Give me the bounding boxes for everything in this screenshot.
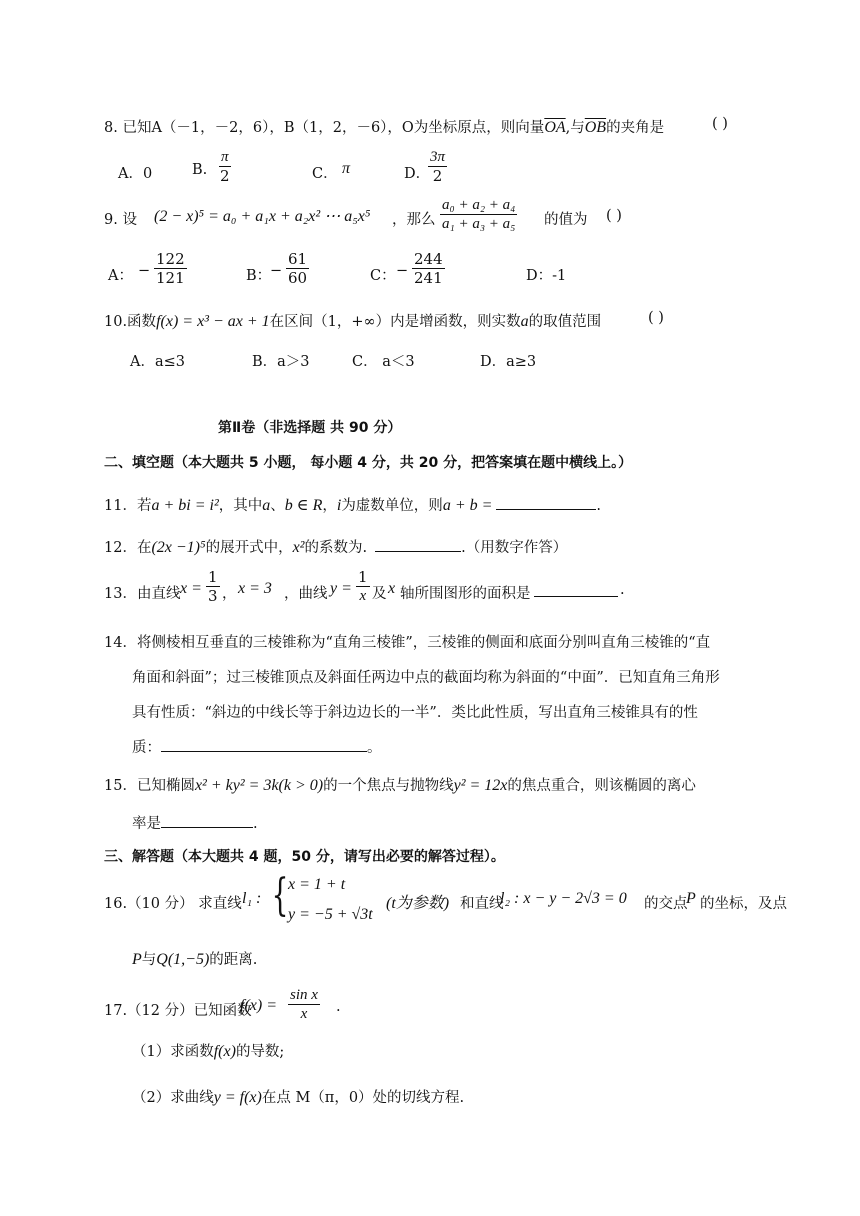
q13-f1-den: 3 [208,587,218,605]
q14-line4-label: 质： [132,740,161,756]
q9-expression: (2 − x)⁵ = a₀ + a₁x + a₂x² ⋯ a₅x⁵ [154,208,371,225]
q9-options [108,250,708,296]
q16-line2-p: P [132,951,142,968]
q17-fraction [288,986,320,1023]
q12-answer-blank[interactable] [375,537,461,552]
q14-line-4 [132,736,382,757]
question-9 [104,196,744,242]
q11-expr4: i [336,497,342,514]
q13-f1-num: 1 [208,568,218,586]
q14-answer-blank[interactable] [161,737,367,752]
q16-line2-with: 与 [141,952,157,968]
q9-b-sign: − [270,263,283,279]
q10-option-d: D．a≥3 [480,354,537,370]
q8-option-b [218,148,232,185]
q9-fraction [440,196,517,233]
q9-option-d: D：-1 [526,268,567,284]
q9-b-den: 60 [288,269,308,287]
q8-stem: 8. 已知A（－1，－2，6），B（1，2，－6），O为坐标原点，则向量 [104,120,545,136]
q17-stem: 17.（12 分）已知函数 [104,1003,252,1019]
q11-stem-b: ，其中 [218,498,263,514]
q16-line-l1: l₁ : [242,890,262,907]
question-13 [104,568,724,614]
q17-sub1-end: 的导数; [235,1044,285,1060]
q13-f2-den: x [359,588,367,604]
q17-sub2-text: （2）求曲线 [132,1090,214,1106]
q9-b-num: 61 [288,250,308,268]
q11-stem-d: ， [322,498,337,514]
q15-stem-c: 的焦点重合，则该椭圆的离心 [507,778,696,794]
q11-expr1: a + bi = i² [151,497,219,514]
q15-expr2: y² = 12x [453,777,508,794]
q9-option-c-label: C： [370,268,396,284]
q8-stem-end: 的夹角是 [606,120,665,136]
q10-stem-b: 在区间（1，+∞）内是增函数，则实数 [269,314,521,330]
q16-stem-c: 的交点 [644,896,688,912]
q9-a-sign: − [138,263,151,279]
q11-expr2: a [262,497,271,514]
q16-line-2 [132,948,257,969]
q10-expression: f(x) = x³ − ax + 1 [156,313,270,330]
q13-stem-c: ，曲线 [284,586,328,602]
q8-option-c-label: C． [312,166,338,182]
q10-stem-c: 的取值范围 [528,314,602,330]
section2-heading: 二、填空题（本大题共 5 小题， 每小题 4 分，共 20 分，把答案填在题中横线上。） [104,455,633,471]
q11-answer-blank[interactable] [496,495,596,510]
q17-frac-den: x [300,1006,308,1022]
q8-sep: ,与 [565,120,585,136]
q8-option-a: A．0 [118,166,153,182]
q14-line-2: 角面和斜面”；过三棱锥顶点及斜面任两边中点的截面均称为斜面的“中面”．已知直角三角形 [132,670,720,686]
q12-expr2: x² [292,539,305,556]
q8-b-num: π [221,149,229,165]
q9-c-den: 241 [414,269,443,287]
q13-fraction-1 [206,568,220,605]
q9-option-c [412,250,445,287]
q16-eq-y: y = −5 + √3t [288,906,373,923]
question-10 [104,310,601,331]
q13-answer-blank[interactable] [534,582,618,597]
q10-var: a [520,313,529,330]
q14-end: 。 [367,740,382,756]
q15-expr1: x² + ky² = 3k(k > 0) [194,777,324,794]
q17-frac-num: sin x [290,987,318,1003]
section3-heading: 三、解答题（本大题共 4 题，50 分，请写出必要的解答过程）。 [104,849,505,865]
question-16 [104,870,787,934]
q17-end: . [336,999,341,1015]
q11-stem-c: 、 [270,498,285,514]
q15-stem: 15．已知椭圆 [104,778,195,794]
q9-stem-b: ，那么 [392,212,436,228]
q12-stem-b: 的展开式中， [205,540,293,556]
q8-option-d [428,148,447,185]
q16-line-l2: l₂ : x − y − 2√3 = 0 [500,890,627,907]
q13-stem: 13．由直线 [104,586,181,602]
q15-answer-blank[interactable] [161,813,253,828]
q10-option-a: A．a≤3 [130,354,185,370]
q17-sub-2 [132,1086,464,1107]
question-12 [104,536,567,557]
q9-stem-c: 的值为 [544,212,588,228]
q9-option-a-label: A： [108,268,133,284]
q15-stem-b: 的一个焦点与抛物线 [323,778,454,794]
q8-b-den: 2 [220,167,230,185]
q14-line-3: 具有性质：“斜边的中线长等于斜边边长的一半”．类比此性质，写出直角三棱锥具有的性 [132,705,698,721]
q13-stem-b: ， [222,586,237,602]
q13-expr3: y = [330,580,352,597]
vector-oa: $\overline{OA}$ [544,119,566,136]
q10-answer-paren: ( ) [648,310,664,326]
question-17 [104,986,404,1032]
q9-a-den: 121 [156,269,185,287]
q8-option-c: π [342,160,351,177]
q12-end: .（用数字作答） [461,540,568,556]
q12-expr1: (2x −1)⁵ [151,539,206,556]
q9-frac-den: a₁ + a₃ + a₅ [442,216,516,232]
q11-expr3: b ∈ R [284,497,323,514]
q13-f2-num: 1 [358,568,368,586]
part2-title: 第Ⅱ卷（非选择题 共 90 分） [218,420,402,436]
q13-expr2: x = 3 [238,580,272,597]
q13-stem-d: 及 [372,586,387,602]
question-11 [104,494,601,515]
q11-stem-e: 为虚数单位，则 [341,498,443,514]
q10-option-b: B．a＞3 [252,354,310,370]
q9-c-sign: − [396,263,409,279]
q9-a-num: 122 [156,250,185,268]
q17-sub2-expr: y = f(x) [213,1089,262,1106]
q15-end: . [253,816,258,832]
q15-line2-label: 率是 [132,816,161,832]
q17-sub1-text: （1）求函数 [132,1044,214,1060]
q13-expr1: x = [180,580,202,597]
q16-point-p: P [686,890,696,907]
q10-stem: 10.函数 [104,314,157,330]
q16-stem-d: 的坐标，及点 [700,896,787,912]
q13-expr4: x [388,580,396,597]
q11-stem: 11．若 [104,498,152,514]
q13-stem-e: 轴所围图形的面积是 [400,586,531,602]
question-8 [104,116,664,137]
q17-sub-1 [132,1040,284,1061]
q16-system [288,870,373,930]
q13-end: . [620,582,625,598]
q8-option-b-label: B. [192,162,208,178]
q16-stem-b: 和直线 [460,896,504,912]
q12-stem: 12．在 [104,540,152,556]
q16-param: (t为参数) [386,895,450,912]
question-15 [104,774,696,795]
q16-point-q: Q(1,−5) [156,951,210,968]
q8-options [118,148,678,194]
q15-line-2 [132,812,258,833]
q10-option-c: C． a＜3 [352,354,415,370]
q9-c-num: 244 [414,250,443,268]
q9-option-b-label: B： [246,268,272,284]
q11-end: . [596,498,602,514]
q8-d-den: 2 [432,167,443,185]
q16-stem: 16.（10 分） 求直线 [104,896,242,912]
q16-eq-x: x = 1 + t [288,876,346,893]
q9-stem: 9. 设 [104,212,137,228]
q13-fraction-2 [356,568,370,605]
q8-d-num: 3π [430,149,446,165]
q17-expr: f(x) = [240,997,277,1014]
q16-brace: { [271,870,289,921]
q9-option-b [286,250,309,287]
q9-answer-paren: ( ) [606,208,622,224]
q12-stem-c: 的系数为. [304,540,368,556]
q9-option-a [154,250,187,287]
q17-sub2-end: 在点 M（π，0）处的切线方程. [261,1090,465,1106]
q8-answer-paren: ( ) [712,116,728,132]
q17-sub1-expr: f(x) [213,1043,236,1060]
q11-expr5: a + b = [442,497,493,514]
q16-line2-end: 的距离. [209,952,258,968]
q8-option-d-label: D． [404,166,431,182]
q9-frac-num: a₀ + a₂ + a₄ [442,197,516,213]
q14-line-1: 14．将侧棱相互垂直的三棱锥称为“直角三棱锥”，三棱锥的侧面和底面分别叫直角三棱锥的“直 [104,635,711,651]
vector-ob: $\overline{OB}$ [584,119,607,136]
